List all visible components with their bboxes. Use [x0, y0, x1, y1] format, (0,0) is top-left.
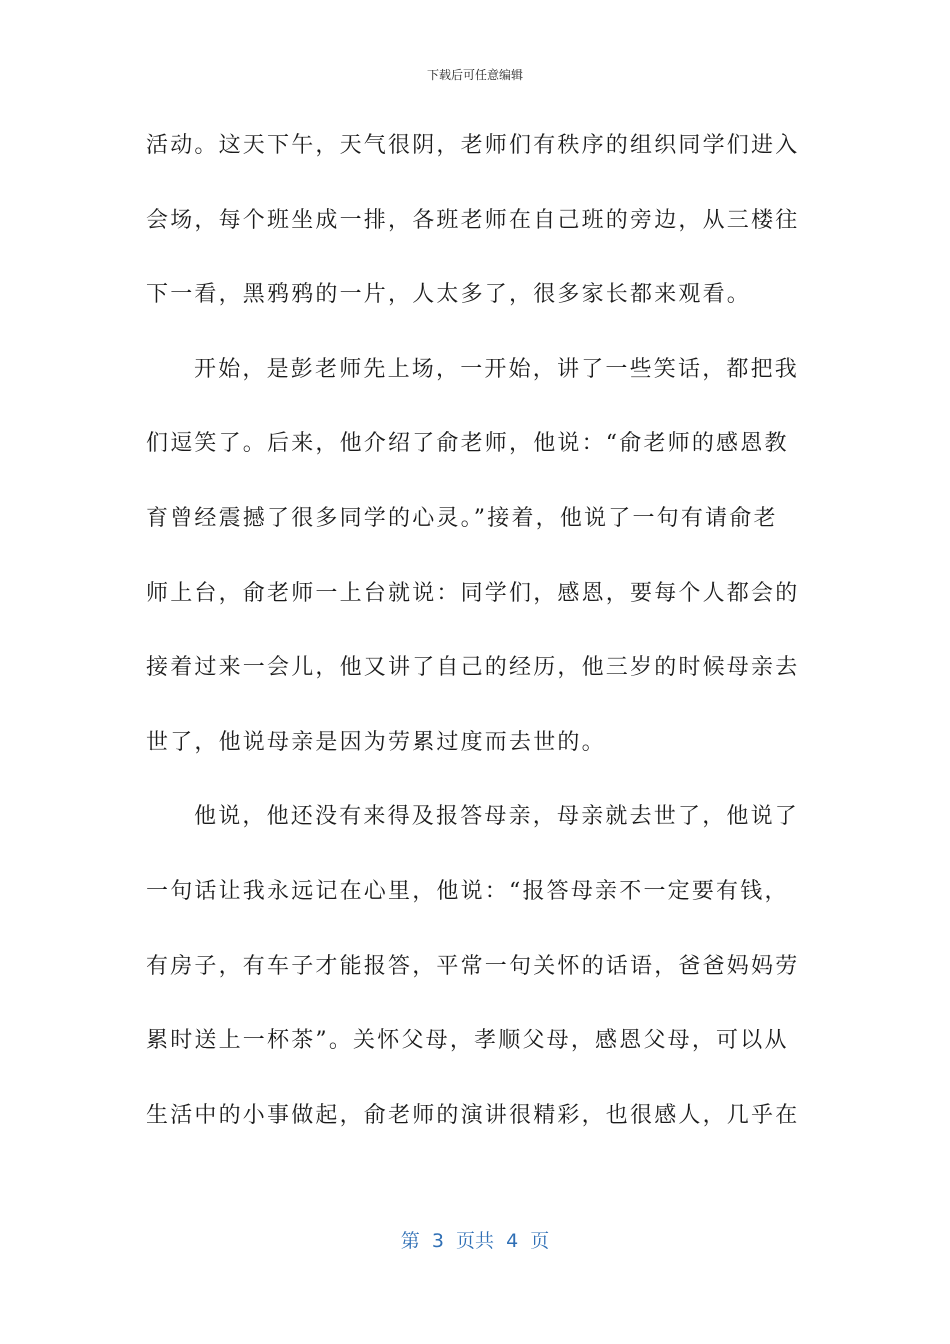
- text-line: 世了，他说母亲是因为劳累过度而去世的。: [146, 729, 606, 755]
- text-line: 下一看，黑鸦鸦的一片，人太多了，很多家长都来观看。: [146, 282, 752, 308]
- text-line: 师上台，俞老师一上台就说：同学们，感恩，要每个人都会的: [146, 580, 800, 606]
- text-line: 累时送上一杯茶”。关怀父母，孝顺父母，感恩父母，可以从: [146, 1028, 789, 1054]
- text-line: 开始，是彭老师先上场，一开始，讲了一些笑话，都把我: [194, 356, 800, 382]
- page-number-footer: 第 3 页共 4 页: [400, 1230, 550, 1252]
- text-line: 育曾经震撼了很多同学的心灵。”接着，他说了一句有请俞老: [146, 505, 778, 531]
- text-line: 生活中的小事做起，俞老师的演讲很精彩，也很感人，几乎在: [146, 1102, 800, 1128]
- document-body: [146, 124, 800, 1168]
- text-line: 会场，每个班坐成一排，各班老师在自己班的旁边，从三楼往: [146, 207, 800, 233]
- header-note: 下载后可任意编辑: [426, 68, 523, 82]
- text-line: 活动。这天下午，天气很阴，老师们有秩序的组织同学们进入: [146, 133, 800, 158]
- text-line: 接着过来一会儿，他又讲了自己的经历，他三岁的时候母亲去: [146, 655, 800, 681]
- text-line: 他说，他还没有来得及报答母亲，母亲就去世了，他说了: [194, 804, 800, 830]
- text-line: 们逗笑了。后来，他介绍了俞老师，他说：“俞老师的感恩教: [146, 431, 789, 457]
- text-line: 有房子，有车子才能报答，平常一句关怀的话语，爸爸妈妈劳: [146, 953, 800, 979]
- text-line: 一句话让我永远记在心里，他说：“报答母亲不一定要有钱，: [146, 878, 789, 904]
